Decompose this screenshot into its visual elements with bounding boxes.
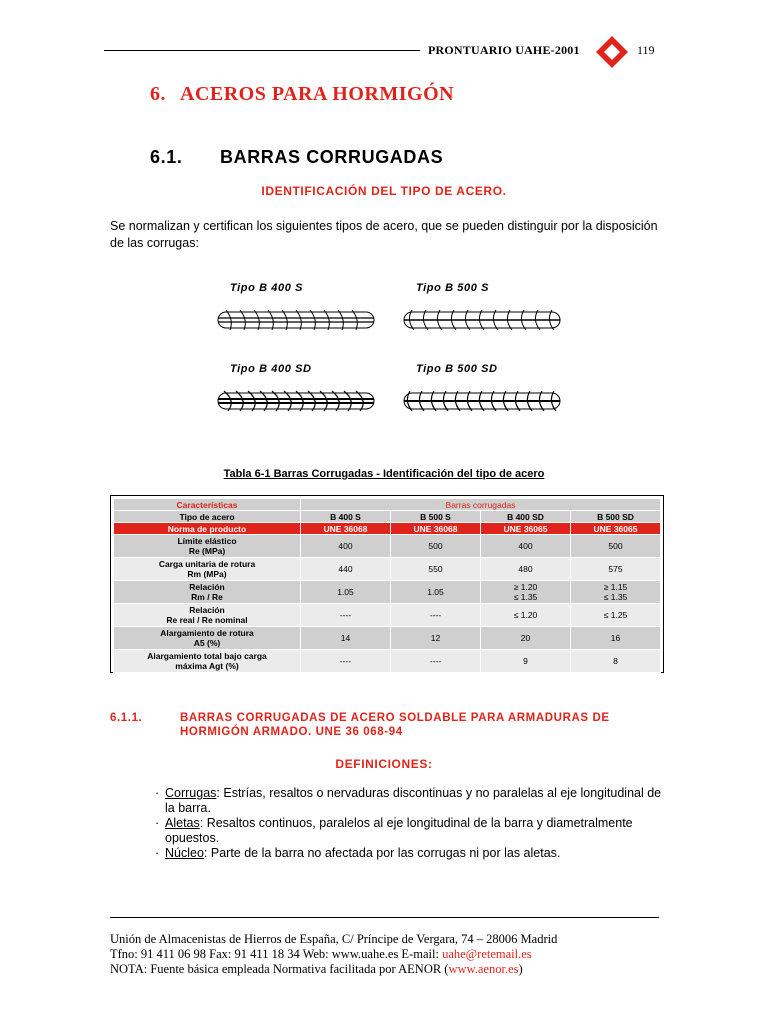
row-label-line: Alargamiento de rotura	[160, 628, 254, 638]
table-cell: 575	[571, 558, 661, 581]
table-cell	[571, 581, 661, 604]
section-title: ACEROS PARA HORMIGÓN	[180, 83, 455, 105]
table-cell: 480	[481, 558, 571, 581]
definition-term: Núcleo	[165, 846, 204, 860]
header-title: PRONTUARIO UAHE-2001	[428, 43, 580, 57]
footer	[110, 932, 557, 977]
bar-figure-b500sd	[402, 363, 562, 423]
definition-text: : Estrías, resaltos o nervaduras discontinuas y no paralelas al eje longitudinal de la barra.	[165, 786, 662, 815]
definition-text: : Parte de la barra no afectada por las corrugas ni por las aletas.	[203, 846, 561, 860]
row-label-line: Límite elástico	[177, 536, 237, 546]
row-label	[114, 558, 301, 581]
table-header-row	[114, 499, 661, 511]
definition-text: : Resaltos continuos, paralelos al eje longitudinal de la barra y diametralmente opuestos.	[165, 816, 633, 845]
table-cell: 12	[391, 627, 481, 650]
table-cell: ≤ 1.25	[571, 604, 661, 627]
row-label-line: Carga unitaria de rotura	[158, 559, 256, 569]
table-row	[114, 523, 661, 535]
table-cell: 8	[571, 650, 661, 673]
bullet: ·	[155, 786, 160, 800]
definitions-list	[155, 786, 665, 861]
row-label	[114, 604, 301, 627]
spec-table	[113, 498, 661, 673]
bar-figure-b500s	[402, 282, 562, 342]
rebar-b500sd-icon	[402, 379, 562, 423]
intro-paragraph: Se normalizan y certifican los siguientes tipos de acero, que se pueden distinguir por la disposición de las corrugas:	[110, 219, 658, 250]
row-label	[114, 581, 301, 604]
subsubsection-number: 6.1.1.	[110, 712, 143, 724]
table-cell: 400	[301, 535, 391, 558]
section-number: 6.	[150, 83, 166, 105]
header-bars: Barras corrugadas	[301, 499, 661, 511]
list-item	[155, 816, 665, 846]
table-cell: 400	[481, 535, 571, 558]
uahe-logo-icon	[594, 34, 630, 70]
bar-label: Tipo B 500 SD	[416, 363, 498, 375]
table-row	[114, 558, 661, 581]
table-cell: B 400 S	[301, 511, 391, 523]
table-cell: 16	[571, 627, 661, 650]
row-label-line: Rm / Re	[191, 592, 223, 602]
row-label-line: Relación	[189, 582, 225, 592]
row-label-line: Re (MPa)	[188, 546, 226, 556]
subsection-number: 6.1.	[150, 147, 183, 167]
table-row	[114, 581, 661, 604]
bar-label: Tipo B 500 S	[416, 282, 490, 294]
table-cell: B 500 S	[391, 511, 481, 523]
definition-term: Corrugas	[165, 786, 217, 800]
row-label	[114, 627, 301, 650]
table-cell: ----	[301, 604, 391, 627]
bar-figure-b400sd	[216, 363, 376, 423]
subsection-heading	[150, 147, 444, 168]
table-cell: 20	[481, 627, 571, 650]
definition-term: Aletas	[165, 816, 200, 830]
footer-rule	[110, 917, 659, 918]
definitions-title: DEFINICIONES:	[335, 757, 433, 771]
aenor-link[interactable]: www.aenor.es	[448, 962, 519, 976]
footer-note	[110, 962, 557, 977]
header-characteristics: Características	[114, 499, 301, 511]
table-cell: UNE 36065	[481, 523, 571, 535]
page-number: 119	[637, 43, 655, 57]
row-label-line: Rm (MPa)	[187, 569, 227, 579]
table-cell: 1.05	[391, 581, 481, 604]
table-row	[114, 627, 661, 650]
table-cell: B 500 SD	[571, 511, 661, 523]
footer-contact-text: Tfno: 91 411 06 98 Fax: 91 411 18 34 Web: www.uahe.es E-mail:	[110, 947, 443, 961]
identification-title: IDENTIFICACIÓN DEL TIPO DE ACERO.	[261, 184, 507, 198]
rebar-b400sd-icon	[216, 379, 376, 423]
subsubsection-title: BARRAS CORRUGADAS DE ACERO SOLDABLE PARA ARMADURAS DE HORMIGÓN ARMADO. UNE 36 068-94	[180, 712, 610, 738]
bullet: ·	[155, 816, 160, 830]
cell-line: ≥ 1.15	[603, 582, 628, 592]
row-label	[114, 650, 301, 673]
table-cell: ----	[391, 604, 481, 627]
table-cell: UNE 36068	[391, 523, 481, 535]
bar-label: Tipo B 400 SD	[230, 363, 312, 375]
table-cell: ----	[391, 650, 481, 673]
table-cell: ≤ 1.20	[481, 604, 571, 627]
table-row	[114, 511, 661, 523]
cell-line: ≥ 1.20	[513, 582, 538, 592]
footer-note-close: )	[518, 962, 523, 976]
header-rule	[104, 50, 420, 51]
table-cell: ----	[301, 650, 391, 673]
table-cell: 14	[301, 627, 391, 650]
row-label-line: Alargamiento total bajo carga	[147, 651, 267, 661]
row-label: Tipo de acero	[114, 511, 301, 523]
table-cell: UNE 36065	[571, 523, 661, 535]
table-cell: 9	[481, 650, 571, 673]
table-cell: 1.05	[301, 581, 391, 604]
row-label-line: máxima Agt (%)	[175, 661, 239, 671]
table-row	[114, 650, 661, 673]
subsection-title: BARRAS CORRUGADAS	[220, 147, 444, 167]
footer-contact	[110, 947, 557, 962]
row-label	[114, 535, 301, 558]
rebar-b500s-icon	[402, 298, 562, 342]
row-label-line: Re real / Re nominal	[166, 615, 248, 625]
table-cell: 500	[391, 535, 481, 558]
subsubsection-heading	[110, 711, 610, 738]
cell-line: ≤ 1.35	[513, 592, 538, 602]
table-row	[114, 604, 661, 627]
bar-figure-b400s	[216, 282, 376, 342]
email-link[interactable]: uahe@retemail.es	[442, 947, 532, 961]
spec-table-frame	[110, 495, 664, 673]
table-cell: 500	[571, 535, 661, 558]
footer-note-text: NOTA: Fuente básica empleada Normativa facilitada por AENOR (	[110, 962, 449, 976]
bullet: ·	[155, 846, 160, 860]
table-cell: UNE 36068	[301, 523, 391, 535]
footer-address: Unión de Almacenistas de Hierros de España, C/ Príncipe de Vergara, 74 – 28006 Madrid	[110, 932, 558, 946]
table-cell: 440	[301, 558, 391, 581]
table-cell	[481, 581, 571, 604]
table-row	[114, 535, 661, 558]
list-item	[155, 786, 665, 816]
section-heading	[150, 83, 454, 106]
table-cell: 550	[391, 558, 481, 581]
cell-line: ≤ 1.35	[603, 592, 628, 602]
row-label-line: Relación	[189, 605, 225, 615]
table-caption: Tabla 6-1 Barras Corrugadas - Identificación del tipo de acero	[223, 468, 545, 480]
row-label-line: A5 (%)	[193, 638, 221, 648]
list-item	[155, 846, 665, 861]
row-label: Norma de producto	[114, 523, 301, 535]
table-cell: B 400 SD	[481, 511, 571, 523]
bar-label: Tipo B 400 S	[230, 282, 304, 294]
rebar-b400s-icon	[216, 298, 376, 342]
